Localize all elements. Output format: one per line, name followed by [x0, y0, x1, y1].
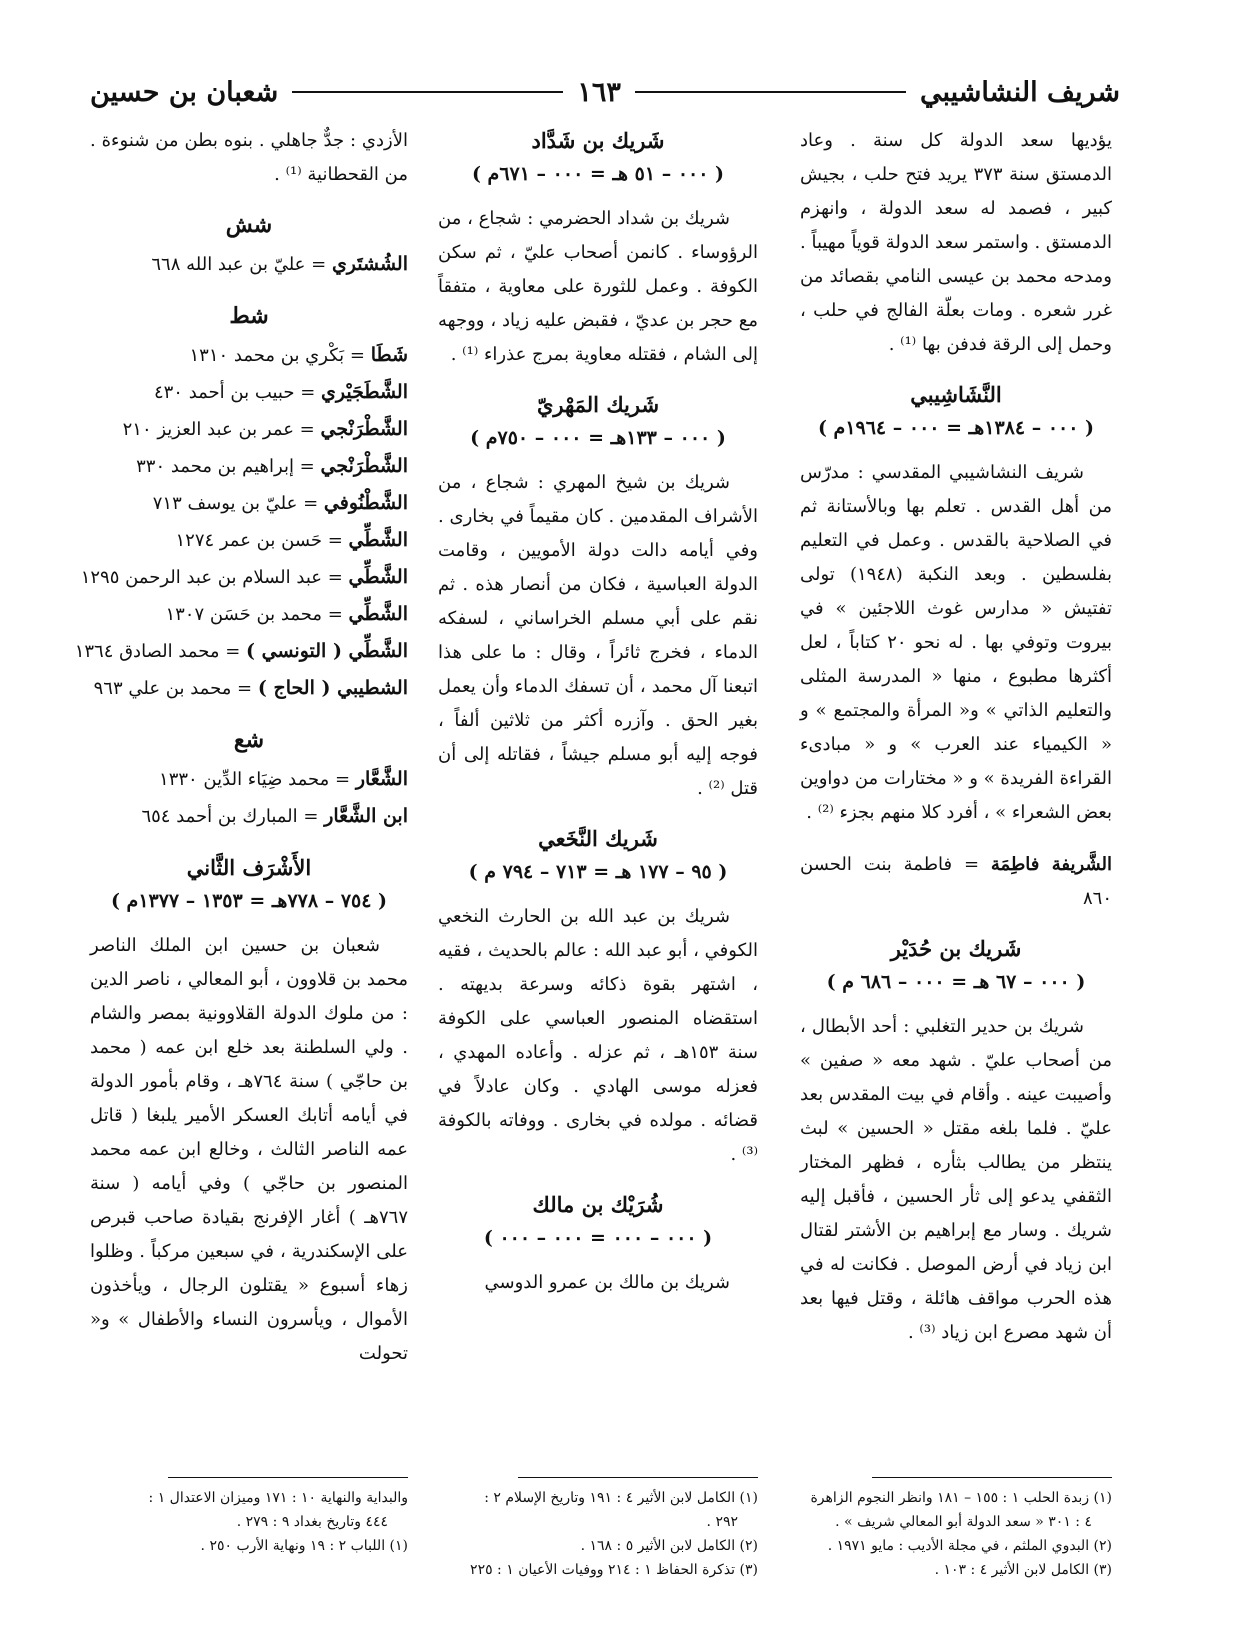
footnote: ٤٤٤ وتاريخ بغداد ٩ : ٢٧٩ . — [236, 1514, 388, 1530]
xref-ref: = عبد السلام بن عبد الرحمن ١٢٩٥ — [80, 567, 343, 588]
xref-term: الشَّطِّي — [348, 529, 408, 551]
xref-ref: = فاطمة بنت الحسن ٨٦٠ — [800, 854, 1112, 909]
xref-line — [90, 670, 408, 707]
footnotes-right — [800, 1477, 1112, 1582]
section-head-sha: شع — [233, 727, 265, 753]
xref-ref: = إبراهيم بن محمد ٣٣٠ — [136, 456, 315, 477]
xref-ref: = المبارك بن أحمد ٦٥٤ — [141, 806, 319, 827]
xref-ref: = محمد بن علي ٩٦٣ — [93, 678, 253, 699]
entry-title-ashraf-thani: الأَشْرَف الثَّاني — [186, 855, 312, 880]
footnote: ٢٩٢ . — [706, 1514, 738, 1530]
entry-title-sharik-malik: شُرَيْك بن مالك — [532, 1192, 664, 1217]
entry-dates-sharik-hudayr: ( ٠٠٠ – ٦٧ هـ = ٠٠٠ – ٦٨٦ م ) — [826, 971, 1086, 993]
footnotes-middle — [438, 1477, 758, 1582]
footnote-rule — [168, 1477, 408, 1478]
footnotes-left — [90, 1477, 408, 1558]
entry-title-sharik-shaddad: شَريك بن شَدَّاد — [531, 128, 665, 153]
xref-term: الشَّطِّي — [348, 603, 408, 625]
xref-term: شَطَا — [370, 344, 408, 366]
footnote: (٣) تذكرة الحفاظ ١ : ٢١٤ ووفيات الأعيان ١ : ٢٢٥ — [470, 1562, 758, 1578]
xref-ref: = حبيب بن أحمد ٤٣٠ — [153, 382, 316, 403]
xref-line — [90, 798, 408, 835]
page-number: ١٦٣ — [577, 76, 621, 108]
xref-line — [90, 761, 408, 798]
xref-ref: = محمد بن حَسَن ١٣٠٧ — [165, 604, 343, 625]
xref-line — [90, 522, 408, 559]
entry-title-nashashibi: النَّشَاشِيبي — [910, 382, 1002, 407]
xref-ref: = عمر بن عبد العزيز ٢١٠ — [122, 419, 315, 440]
section-head-shsh: شش — [225, 212, 273, 238]
xref-ref: = بَكْري بن محمد ١٣١٠ — [189, 345, 365, 366]
running-head-right: شريف النشاشيبي — [920, 76, 1120, 108]
middle-column — [438, 124, 758, 1300]
xref-ref: = محمد ضِيَاء الدِّين ١٣٣٠ — [159, 769, 351, 790]
section-head-sht: شط — [229, 303, 269, 329]
xref-term: ابن الشَّعَّار — [324, 805, 408, 827]
footnote: ٤ : ٣٠١ « سعد الدولة أبو المعالي شريف » . — [835, 1514, 1092, 1530]
xref-line — [90, 246, 408, 283]
xref-term: الشَّعَّار — [355, 768, 408, 790]
footnote-rule — [872, 1477, 1112, 1478]
continued-text: يؤديها سعد الدولة كل سنة . وعاد الدمستق سنة ٣٧٣ يريد فتح حلب ، بجيش كبير ، فصمد له سعد الدولة ، وانهزم الدمستق . واستمر سعد الدولة قوياً مهيباً . ومدحه محمد بن عيسى النامي بقصائد من غرر شعره . ومات بعلّة الفالج في حلب ، وحمل إلى الرقة فدفن بها ⁽¹⁾ . — [800, 130, 1112, 355]
xref-term: الشَّطْرَنْجي — [320, 455, 408, 477]
xref-term: الشَّطْرَنْجي — [320, 418, 408, 440]
entry-dates-ashraf-thani: ( ٧٥٤ – ٧٧٨هـ = ١٣٥٣ – ١٣٧٧م ) — [110, 890, 388, 912]
footnote: (٣) الكامل لابن الأثير ٤ : ١٠٣ . — [934, 1562, 1112, 1578]
header-rule-left — [292, 91, 563, 93]
entry-text-sharik-malik: شريك بن مالك بن عمرو الدوسي — [484, 1272, 730, 1293]
entry-text-sharik-shaddad: شريك بن شداد الحضرمي : شجاع ، من الرؤوساء . كانمن أصحاب عليّ ، ثم سكن الكوفة . وعمل للثورة على معاوية ، متفقاً مع حجر بن عديّ ، فقبض عليه زياد ، ووجهه إلى الشام ، فقتله معاوية بمرج عذراء ⁽¹⁾ . — [438, 208, 758, 365]
running-head-left: شعبان بن حسين — [90, 76, 279, 108]
xref-line — [80, 559, 408, 596]
xref-line — [90, 337, 408, 374]
entry-text-nashashibi: شريف النشاشيبي المقدسي : مدرّس من أهل القدس . تعلم بها وبالأستانة ثم في الصلاحية بالقدس . وعمل في التعليم بفلسطين . وبعد النكبة (١٩٤٨) تولى تفتيش « مدارس غوث اللاجئين » في بيروت وتوفي بها . له نحو ٢٠ كتاباً ، لعل أكثرها مطبوع ، منها « المدرسة المثلى والتعليم الذاتي » و« المرأة والمجتمع » و « الكيمياء عند العرب » و « مبادىء القراءة الفريدة » و « مختارات من دواوين بعض الشعراء » ، أفرد كلا منهم بجزء ⁽²⁾ . — [800, 462, 1112, 823]
xref-line — [90, 448, 408, 485]
xref-line — [90, 596, 408, 633]
xref-term: الشَّطْنُوفي — [323, 492, 408, 514]
right-column — [800, 124, 1112, 1350]
entry-title-sharik-nakhai: شَريك النَّخَعي — [538, 826, 658, 851]
entry-text-sharik-mahri: شريك بن شيخ المهري : شجاع ، من الأشراف المقدمين . كان مقيماً في بخارى . وفي أيامه دالت دولة الأمويين ، وقامت الدولة العباسية ، فكان من أنصار هذه . ثم نقم على أبي مسلم الخراساني ، لسفكه الدماء ، فخرج ثائراً ، وقال : ما على هذا اتبعنا آل محمد ، أن تسفك الدماء وأن يعمل بغير الحق . وآزره أكثر من ثلاثين ألفاً ، فوجه إليه أبو مسلم جيشاً ، فقاتله إلى أن قتل ⁽²⁾ . — [438, 472, 758, 799]
xref-line — [74, 633, 408, 670]
entry-text-sharik-nakhai: شريك بن عبد الله بن الحارث النخعي الكوفي ، أبو عبد الله : عالم بالحديث ، فقيه ، اشتهر بقوة ذكائه وسرعة بديهته . استقضاه المنصور العباسي على الكوفة سنة ١٥٣هـ ، ثم عزله . وأعاده المهدي ، فعزله موسى الهادي . وكان عادلاً في قضائه . مولده في بخارى . ووفاته بالكوفة ⁽³⁾ . — [438, 906, 759, 1165]
xref-term: الشُشتَري — [331, 253, 408, 275]
footnote: (٢) البدوي الملثم ، في مجلة الأديب : مايو ١٩٧١ . — [827, 1538, 1112, 1554]
xref-ref: = محمد الصادق ١٣٦٤ — [74, 641, 241, 662]
entry-dates-sharik-nakhai: ( ٩٥ – ١٧٧ هـ = ٧١٣ – ٧٩٤ م ) — [468, 861, 728, 883]
footnote-rule — [518, 1477, 758, 1478]
entry-dates-nashashibi: ( ٠٠٠ – ١٣٨٤هـ = ٠٠٠ – ١٩٦٤م ) — [817, 417, 1095, 439]
xref-ref: = حَسن بن عمر ١٢٧٤ — [175, 530, 343, 551]
xref-ref: = عليّ بن عبد الله ٦٦٨ — [151, 254, 327, 275]
entry-title-sharik-mahri: شَريك المَهْريّ — [536, 392, 660, 417]
xref-line — [90, 485, 408, 522]
page-header — [90, 72, 1120, 112]
entry-dates-sharik-mahri: ( ٠٠٠ – ١٣٣هـ = ٠٠٠ – ٧٥٠م ) — [470, 427, 726, 449]
footnote: (١) زبدة الحلب ١ : ١٥٥ – ١٨١ وانظر النجوم الزاهرة — [810, 1490, 1112, 1506]
xref-term: الشَّطَجَيْري — [321, 381, 408, 403]
xref-line — [90, 411, 408, 448]
footnote: والبداية والنهاية ١٠ : ١٧١ وميزان الاعتدال ١ : — [148, 1490, 408, 1506]
entry-text-sharik-hudayr: شريك بن حدير التغلبي : أحد الأبطال ، من أصحاب عليّ . شهد معه « صفين » وأصيبت عينه . وأقام في بيت المقدس بعد عليّ . فلما بلغه مقتل « الحسين » لبث ينتظر من يطالب بثأره ، فظهر المختار الثقفي يدعو إلى ثأر الحسين ، فأقبل إليه شريك . وسار مع إبراهيم بن الأشتر لقتال ابن زياد في أرض الموصل . فكانت له في هذه الحرب مواقف هائلة ، وقتل فيها بعد أن شهد مصرع ابن زياد ⁽³⁾ . — [800, 1016, 1112, 1343]
xref-ref: = عليّ بن يوسف ٧١٣ — [152, 493, 319, 514]
entry-dates-sharik-shaddad: ( ٠٠٠ – ٥١ هـ = ٠٠٠ – ٦٧١م ) — [471, 163, 725, 185]
xref-line — [90, 374, 408, 411]
xref-term: الشَّطِّي — [348, 566, 408, 588]
left-column — [74, 124, 409, 1371]
xref-term: الشَّطِّي ( التونسي ) — [246, 640, 408, 662]
entry-text-ashraf-thani: شعبان بن حسين ابن الملك الناصر محمد بن قلاوون ، أبو المعالي ، ناصر الدين : من ملوك الدولة القلاوونية بمصر والشام . ولي السلطنة بعد خلع ابن عمه ( محمد بن حاجّي ) سنة ٧٦٤هـ ، وقام بأمور الدولة في أيامه أتابك العسكر الأمير يلبغا ( قاتل عمه الناصر الثالث ، وخالع ابن عمه محمد المنصور بن حاجّي ) وفي أيامه ( سنة ٧٦٧هـ ) أغار الإفرنج بقيادة صاحب قبرص على الإسكندرية ، في سبعين مركباً . وظلوا زهاء أسبوع « يقتلون الرجال ، ويأخذون الأموال ، ويأسرون النساء والأطفال » و« تحولت — [90, 935, 409, 1364]
footnote: (٢) الكامل لابن الأثير ٥ : ١٦٨ . — [580, 1538, 758, 1554]
footnote: (١) اللباب ٢ : ١٩ ونهاية الأرب ٢٥٠ . — [200, 1538, 408, 1554]
xref-term: الشَّريفة فاطِمَة — [990, 854, 1112, 875]
continued-text: الأزدي : جدٌّ جاهلي . بنوه بطن من شنوءة . من القحطانية ⁽¹⁾ . — [90, 130, 408, 185]
xref-line — [800, 848, 1112, 916]
entry-dates-sharik-malik: ( ٠٠٠ – ٠٠٠ = ٠٠٠ – ٠٠٠ ) — [483, 1227, 713, 1249]
header-rule-right — [635, 91, 906, 93]
xref-term: الشطيبي ( الحاج ) — [257, 677, 408, 699]
footnote: (١) الكامل لابن الأثير ٤ : ١٩١ وتاريخ الإسلام ٢ : — [484, 1490, 758, 1506]
entry-title-sharik-hudayr: شَريك بن حُدَيْر — [890, 936, 1022, 961]
